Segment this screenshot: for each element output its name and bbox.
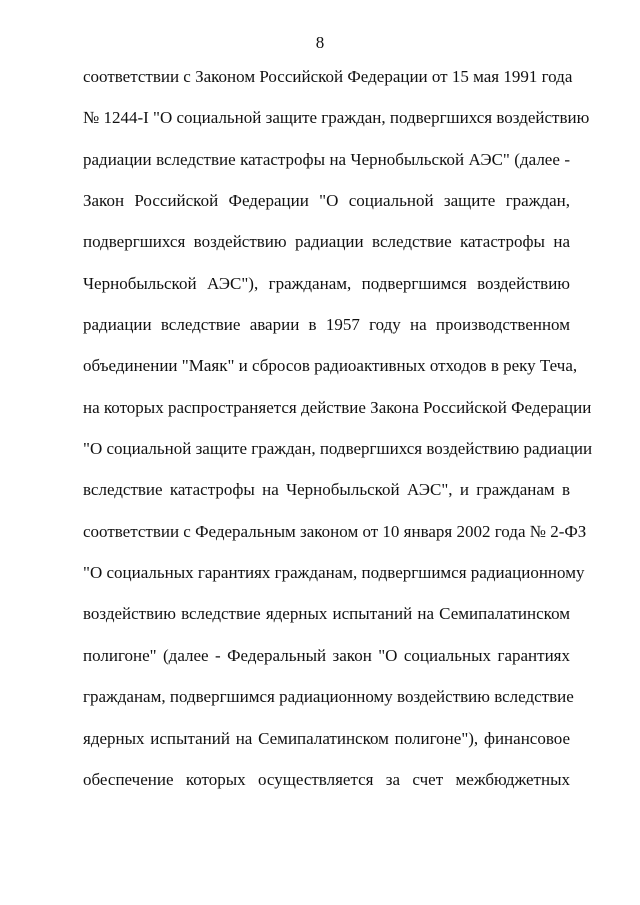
text-line-17: ядерных испытаний на Семипалатинском полигоне"), финансовое [83, 728, 570, 748]
page-number: 8 [315, 33, 325, 52]
text-line-13: "О социальных гарантиях гражданам, подвергшимся радиационному [83, 563, 585, 583]
text-line-7: радиации вследствие аварии в 1957 году на производственном [83, 315, 570, 335]
text-line-11: вследствие катастрофы на Чернобыльской АЭС", и гражданам в [83, 480, 570, 500]
text-line-18: обеспечение которых осуществляется за счет межбюджетных [83, 769, 570, 789]
body-text [83, 65, 593, 809]
text-line-8: объединении "Маяк" и сбросов радиоактивных отходов в реку Теча, [83, 356, 578, 376]
text-line-12: соответствии с Федеральным законом от 10 января 2002 года № 2-ФЗ [83, 521, 587, 541]
text-line-5: подвергшихся воздействию радиации вследствие катастрофы на [83, 232, 570, 252]
text-line-1: соответствии с Законом Российской Федерации от 15 мая 1991 года [83, 67, 573, 86]
text-line-9: на которых распространяется действие Закона Российской Федерации [83, 397, 592, 417]
text-line-6: Чернобыльской АЭС"), гражданам, подвергшимся воздействию [83, 273, 570, 293]
text-line-15: полигоне" (далее - Федеральный закон "О социальных гарантиях [83, 645, 570, 665]
text-line-3: радиации вследствие катастрофы на Чернобыльской АЭС" (далее - [83, 149, 570, 169]
text-line-2: № 1244-I "О социальной защите граждан, подвергшихся воздействию [83, 108, 590, 128]
text-line-16: гражданам, подвергшимся радиационному воздействию вследствие [83, 687, 574, 707]
text-line-4: Закон Российской Федерации "О социальной защите граждан, [83, 191, 570, 211]
text-line-14: воздействию вследствие ядерных испытаний на Семипалатинском [83, 604, 570, 624]
text-line-10: "О социальной защите граждан, подвергшихся воздействию радиации [83, 439, 593, 459]
